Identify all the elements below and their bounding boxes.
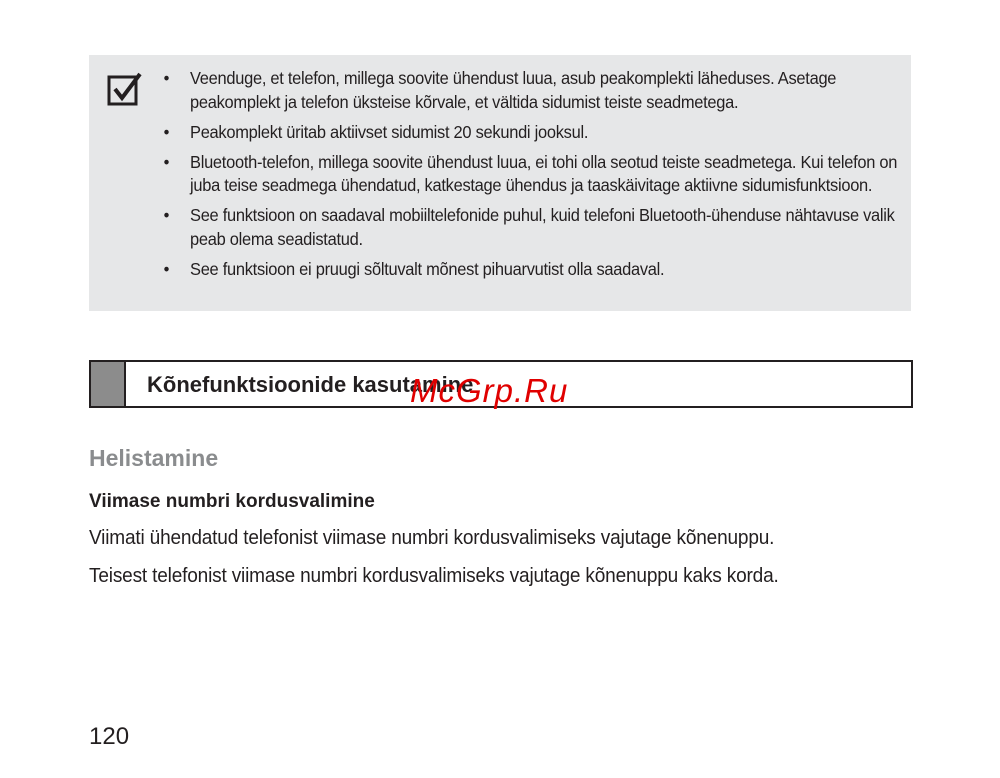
page-number: 120 (89, 723, 130, 750)
section-title: Kõnefunktsioonide kasutamine (147, 372, 474, 397)
note-item: • Veenduge, et telefon, millega soovite ühendust luua, asub peakomplekti läheduses. Asetage peakomplekt ja telefon üksteise kõrvale, et vältida sidumist teiste seadmetega. (163, 68, 837, 112)
note-item: • See funktsioon on saadaval mobiiltelefonide puhul, kuid telefoni Bluetooth-ühenduse nähtavuse valik peab olema seadistatud. (163, 205, 895, 249)
note-item: • See funktsioon ei pruugi sõltuvalt mõnest pihuarvutist olla saadaval. (163, 258, 665, 279)
section-header-bar (91, 362, 126, 406)
note-list (163, 67, 902, 288)
subsection-heading: Viimase numbri kordusvalimine (89, 491, 375, 512)
paragraph: Viimati ühendatud telefonist viimase numbri kordusvalimiseks vajutage kõnenuppu. (89, 526, 775, 549)
subheading: Helistamine (89, 445, 219, 471)
checkbox-check-icon (107, 70, 145, 108)
watermark: McGrp.Ru (410, 372, 569, 409)
note-box (89, 55, 911, 311)
note-item: • Peakomplekt üritab aktiivset sidumist 20 sekundi jooksul. (163, 121, 589, 142)
paragraph: Teisest telefonist viimase numbri kordusvalimiseks vajutage kõnenuppu kaks korda. (89, 564, 779, 587)
note-item: • Bluetooth-telefon, millega soovite ühendust luua, ei tohi olla seotud teiste seadmetega. Kui telefon on juba teise seadmega ühendatud, katkestage ühendus ja taaskäivitage aktiivne sidumisfunktsioon. (163, 151, 898, 195)
